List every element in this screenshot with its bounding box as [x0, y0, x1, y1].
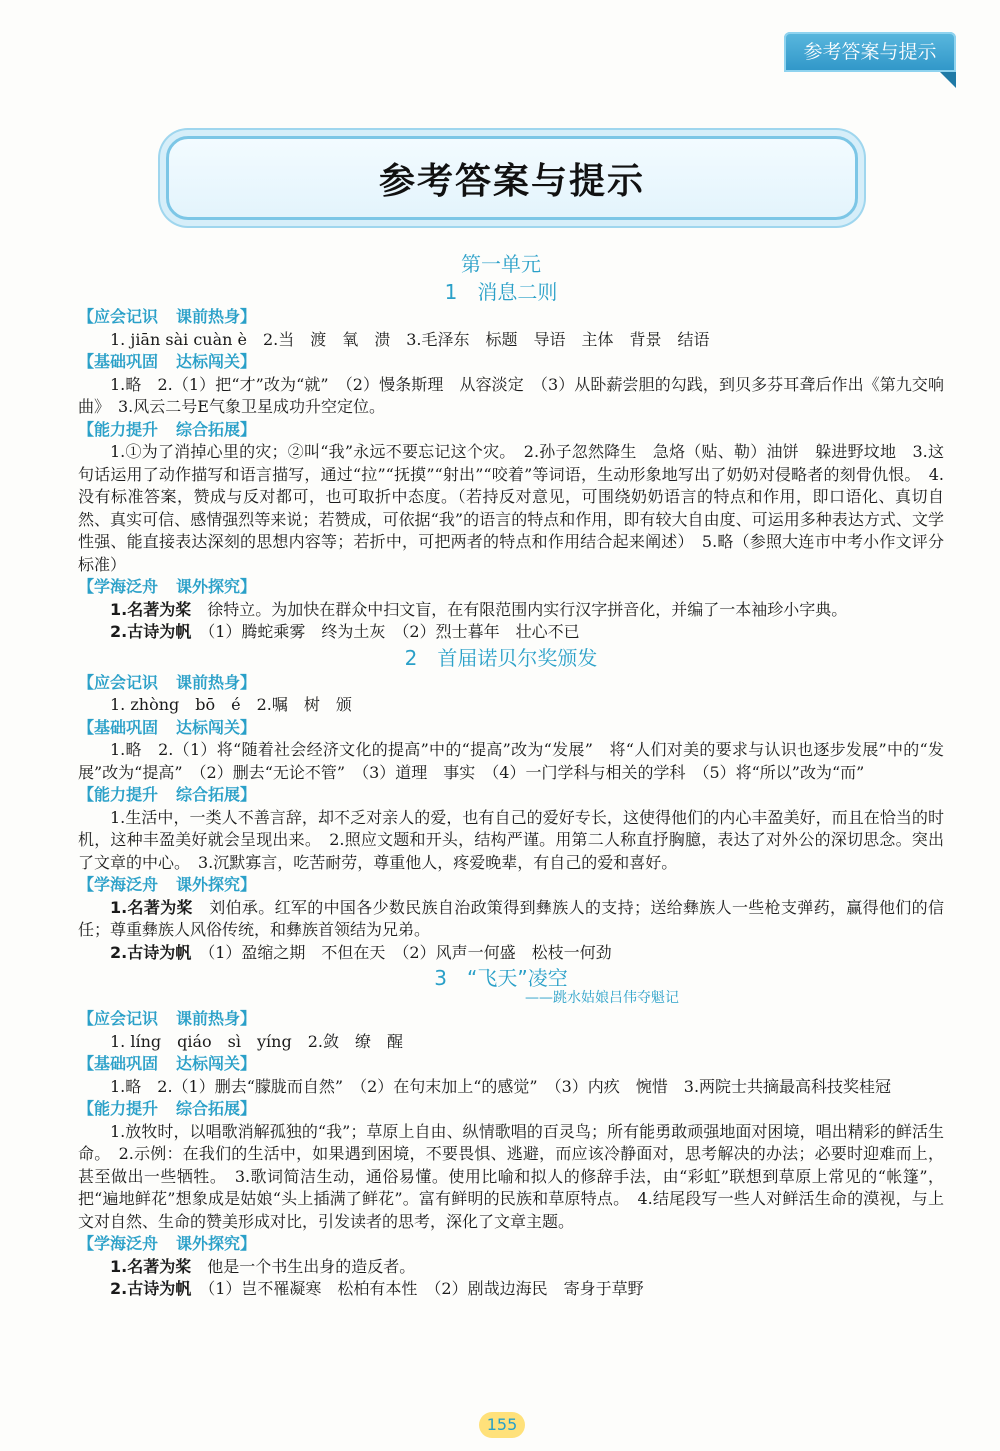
section-label-part-a: 【基础巩固 [78, 1054, 159, 1073]
answer-text: （1）腾蛇乘雾 终为土灰 （2）烈士暮年 壮心不已 [191, 622, 580, 641]
answer-text: 1. jiān sài cuàn è 2.当 渡 氧 溃 3.毛泽东 标题 导语 主体 背景 结语 [110, 329, 710, 349]
lesson-title: 2 首届诺贝尔奖颁发 [404, 645, 598, 670]
section-label-part-a: 【学海泛舟 [78, 577, 159, 596]
section-label [78, 306, 944, 329]
section-label-part-b: 课前热身】 [176, 1009, 257, 1028]
section-label [78, 351, 944, 374]
section-label [78, 717, 944, 740]
answer-text: 1. líng qiáo sì yíng 2.敛 缭 醒 [110, 1031, 403, 1051]
answer-paragraph [78, 807, 944, 875]
section-label-part-a: 【应会记识 [78, 307, 159, 326]
section-label [78, 1053, 944, 1076]
section-label-part-a: 【学海泛舟 [78, 1234, 159, 1253]
section-label-part-b: 达标闯关】 [176, 352, 257, 371]
page-number: 155 [479, 1412, 525, 1438]
title-banner [166, 136, 858, 220]
answer-paragraph [78, 621, 944, 644]
section-label [78, 784, 944, 807]
answer-paragraph [78, 599, 944, 622]
section-label-part-a: 【能力提升 [78, 419, 159, 439]
section-label-part-a: 【能力提升 [78, 785, 159, 804]
section-label-part-b: 综合拓展】 [176, 785, 257, 804]
answer-text: 他是一个书生出身的造反者。 [191, 1256, 416, 1276]
section-label-part-b: 达标闯关】 [176, 717, 257, 737]
page-title: 参考答案与提示 [378, 160, 645, 202]
answer-paragraph [78, 1121, 944, 1234]
section-label-part-a: 【能力提升 [78, 1099, 159, 1118]
unit-title: 第一单元 [461, 252, 541, 276]
answer-text: 1.略 2.（1）删去“朦胧而自然” （2）在句末加上“的感觉” （3）内疚 惋惜 3.两院士共摘最高科技奖桂冠 [110, 1076, 892, 1096]
answer-paragraph [78, 329, 944, 352]
answer-text: 1.生活中，一类人不善言辞，却不乏对亲人的爱，也有自己的爱好专长，这使得他们的内心丰盈美好，而且在恰当的时机，这种丰盈美好就会呈现出来。 2.照应文题和开头，结构严谨。用第二人称直抒胸臆，表达了对外公的深切思念。突出了文章的中心。 3.沉默寡言，吃苦耐劳，尊重他人，疼爱晚辈，有自己的爱和喜好。 [78, 807, 944, 872]
lesson-title: 1 消息二则 [444, 280, 558, 304]
answer-paragraph [78, 1256, 944, 1279]
answer-paragraph [78, 1278, 944, 1301]
answer-text: 徐特立。为加快在群众中扫文盲，在有限范围内实行汉字拼音化，并编了一本袖珍小字典。 [191, 599, 848, 619]
corner-fold-decoration [940, 72, 956, 88]
section-label [78, 672, 944, 695]
section-label-part-b: 课前热身】 [176, 307, 257, 326]
answer-text: 刘伯承。红军的中国各少数民族自治政策得到彝族人的支持；送给彝族人一些枪支弹药，赢得他们的信任；尊重彝族人风俗传统，和彝族首领结为兄弟。 [78, 897, 944, 939]
section-label-part-a: 【基础巩固 [78, 717, 159, 737]
answer-paragraph [78, 1076, 944, 1099]
answer-text: 1.略 2.（1）将“随着社会经济文化的提高”中的“提高”改为“发展” 将“人们对美的要求与认识也逐步发展”中的“发展”改为“提高” （2）删去“无论不管” （3）道理 事实 （4）一门学科与相关的学科 （5）将“所以”改为“而” [78, 740, 944, 782]
corner-tab: 参考答案与提示 [784, 32, 956, 72]
answer-paragraph [78, 942, 944, 965]
section-label-part-b: 课外探究】 [176, 875, 257, 894]
answer-lead: 1.名著为桨 [110, 1256, 192, 1276]
answer-lead: 1.名著为桨 [110, 897, 193, 917]
answer-paragraph [78, 897, 944, 942]
answer-text: （1）盈缩之期 不但在天 （2）风声一何盛 松枝一何劲 [191, 942, 612, 962]
section-label-part-b: 达标闯关】 [176, 1054, 257, 1073]
answer-text: （1）岂不罹凝寒 松柏有本性 （2）剧哉边海民 寄身于草野 [191, 1279, 644, 1298]
section-label-part-b: 综合拓展】 [176, 419, 257, 439]
answer-paragraph [78, 694, 944, 717]
answer-paragraph [78, 1031, 944, 1054]
section-label [78, 874, 944, 897]
lesson-subtitle: ——跳水姑娘吕伟夺魁记 [525, 990, 679, 1006]
section-label [78, 1098, 944, 1121]
section-label-part-b: 综合拓展】 [176, 1099, 257, 1118]
section-label-part-a: 【应会记识 [78, 672, 159, 692]
lesson-title: 3 “飞天”凌空 [434, 966, 568, 990]
section-label [78, 1008, 944, 1031]
section-label [78, 1233, 944, 1256]
answer-lead: 2.古诗为帆 [110, 942, 192, 962]
answer-lead: 2.古诗为帆 [110, 622, 192, 641]
answer-content [78, 250, 944, 1301]
answer-text: 1.略 2.（1）把“才”改为“就” （2）慢条斯理 从容淡定 （3）从卧薪尝胆的勾践，到贝多芬耳聋后作出《第九交响曲》 3.风云二号E气象卫星成功升空定位。 [78, 374, 944, 416]
answer-paragraph [78, 441, 944, 576]
section-label-part-b: 课前热身】 [176, 672, 257, 692]
section-label-part-a: 【学海泛舟 [78, 875, 159, 894]
answer-text: 1.①为了消掉心里的灾；②叫“我”永远不要忘记这个灾。 2.孙子忽然降生 急烙（贴、勒）油饼 躲进野坟地 3.这句话运用了动作描写和语言描写，通过“拉”“抚摸”“射出”“咬着”等词语，生动形象地写出了奶奶对侵略者的刻骨仇恨。 4.没有标准答案，赞成与反对都可，也可取折中态度。（若持反对意见，可围绕奶奶语言的特点和作用，即口语化、真切自然、真实可信、感情强烈等来说；若赞成，可依据“我”的语言的特点和作用，即有较大自由度、可运用多种表达方式、文学性强、能直接表达深刻的思想内容等；若折中，可把两者的特点和作用结合起来阐述） 5.略（参照大连市中考小作文评分标准） [78, 442, 944, 574]
section-label-part-b: 课外探究】 [176, 1234, 257, 1253]
section-label-part-b: 课外探究】 [176, 577, 257, 596]
answer-lead: 2.古诗为帆 [110, 1279, 192, 1298]
answer-text: 1. zhòng bō é 2.嘱 树 颁 [110, 695, 352, 714]
section-label [78, 419, 944, 442]
answer-paragraph [78, 739, 944, 784]
answer-paragraph [78, 374, 944, 419]
section-label [78, 576, 944, 599]
answer-lead: 1.名著为桨 [110, 599, 192, 619]
answer-text: 1.放牧时，以唱歌消解孤独的“我”；草原上自由、纵情歌唱的百灵鸟；所有能勇敢顽强地面对困境，唱出精彩的鲜活生命。 2.示例：在我们的生活中，如果遇到困境，不要畏惧、逃避，而应该冷静面对，思考解决的办法；必要时迎难而上，甚至做出一些牺牲。 3.歌词简洁生动，通俗易懂。使用比喻和拟人的修辞手法，由“彩虹”联想到草原上常见的“帐篷”，把“遍地鲜花”想象成是姑娘“头上插满了鲜花”。富有鲜明的民族和草原特点。 4.结尾段写一些人对鲜活生命的漠视，与上文对自然、生命的赞美形成对比，引发读者的思考，深化了文章主题。 [78, 1121, 944, 1231]
section-label-part-a: 【应会记识 [78, 1009, 159, 1028]
section-label-part-a: 【基础巩固 [78, 352, 159, 371]
